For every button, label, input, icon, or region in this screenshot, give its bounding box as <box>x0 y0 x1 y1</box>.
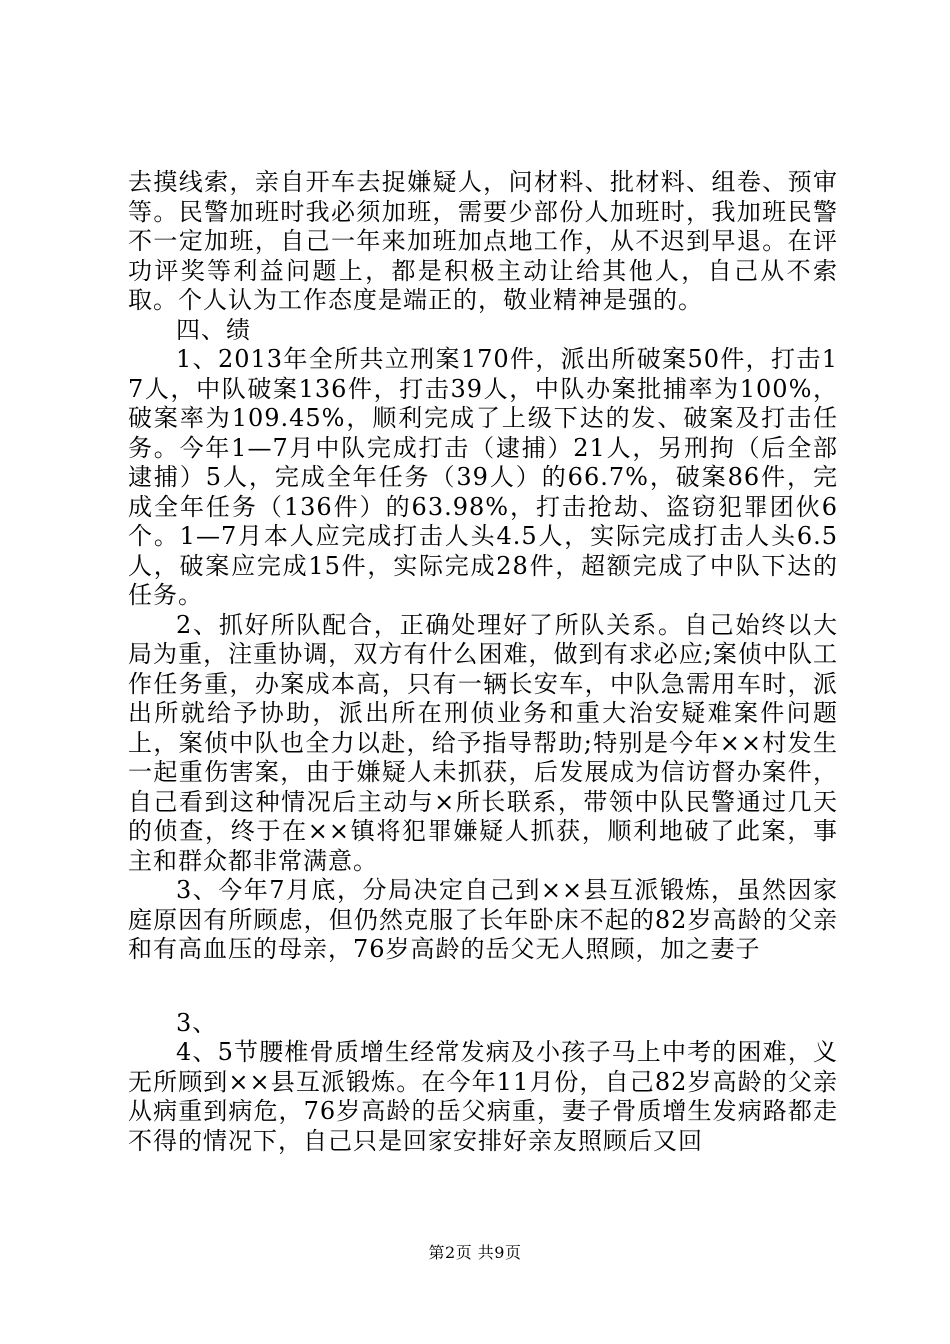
paragraph-exchange-training: 3、今年7月底，分局决定自己到××县互派锻炼，虽然因家庭原因有所顾虑，但仍然克服了长年卧床不起的82岁高龄的父亲和有高血压的母亲，76岁高龄的岳父无人照顾，加之妻子 <box>128 876 838 963</box>
page-break-gap <box>128 965 838 1009</box>
paragraph-station-cooperation: 2、抓好所队配合，正确处理好了所队关系。自己始终以大局为重，注重协调，双方有什么困难，做到有求必应;案侦中队工作任务重，办案成本高，只有一辆长安车，中队急需用车时，派出所就给予协助，派出所在刑侦业务和重大治安疑难案件问题上，案侦中队也全力以赴，给予指导帮助;特别是今年××村发生一起重伤害案，由于嫌疑人未抓获，后发展成为信访督办案件，自己看到这种情况后主动与×所长联系，带领中队民警通过几天的侦查，终于在××镇将犯罪嫌疑人抓获，顺利地破了此案，事主和群众都非常满意。 <box>128 610 838 875</box>
paragraph-work-attitude: 去摸线索，亲自开车去捉嫌疑人，问材料、批材料、组卷、预审等。民警加班时我必须加班，需要少部份人加班时，我加班民警不一定加班，自己一年来加班加点地工作，从不迟到早退。在评功评奖等利益问题上，都是积极主动让给其他人，自己从不索取。个人认为工作态度是端正的，敬业精神是强的。 <box>128 168 838 314</box>
page-number-footer: 第2页 共9页 <box>428 1243 522 1262</box>
document-body <box>128 168 838 1156</box>
paragraph-case-statistics: 1、2013年全所共立刑案170件，派出所破案50件，打击17人，中队破案136件，打击39人，中队办案批捕率为100%，破案率为109.45%，顺利完成了上级下达的发、破案及打击任务。今年1—7月中队完成打击（逮捕）21人，另刑拘（后全部逮捕）5人，完成全年任务（39人）的66.7%，破案86件，完成全年任务（136件）的63.98%，打击抢劫、盗窃犯罪团伙6个。1—7月本人应完成打击人头4.5人，实际完成打击人头6.5人，破案应完成15件，实际完成28件，超额完成了中队下达的任务。 <box>128 345 838 609</box>
paragraph-item-number: 3、 <box>176 1008 218 1037</box>
paragraph-family-difficulties: 4、5节腰椎骨质增生经常发病及小孩子马上中考的困难，义无所顾到××县互派锻炼。在今年11月份，自己82岁高龄的父亲从病重到病危，76岁高龄的岳父病重，妻子骨质增生发病路都走不得的情况下，自己只是回家安排好亲友照顾后又回 <box>128 1038 838 1155</box>
section-heading-achievements: 四、绩 <box>176 315 251 344</box>
